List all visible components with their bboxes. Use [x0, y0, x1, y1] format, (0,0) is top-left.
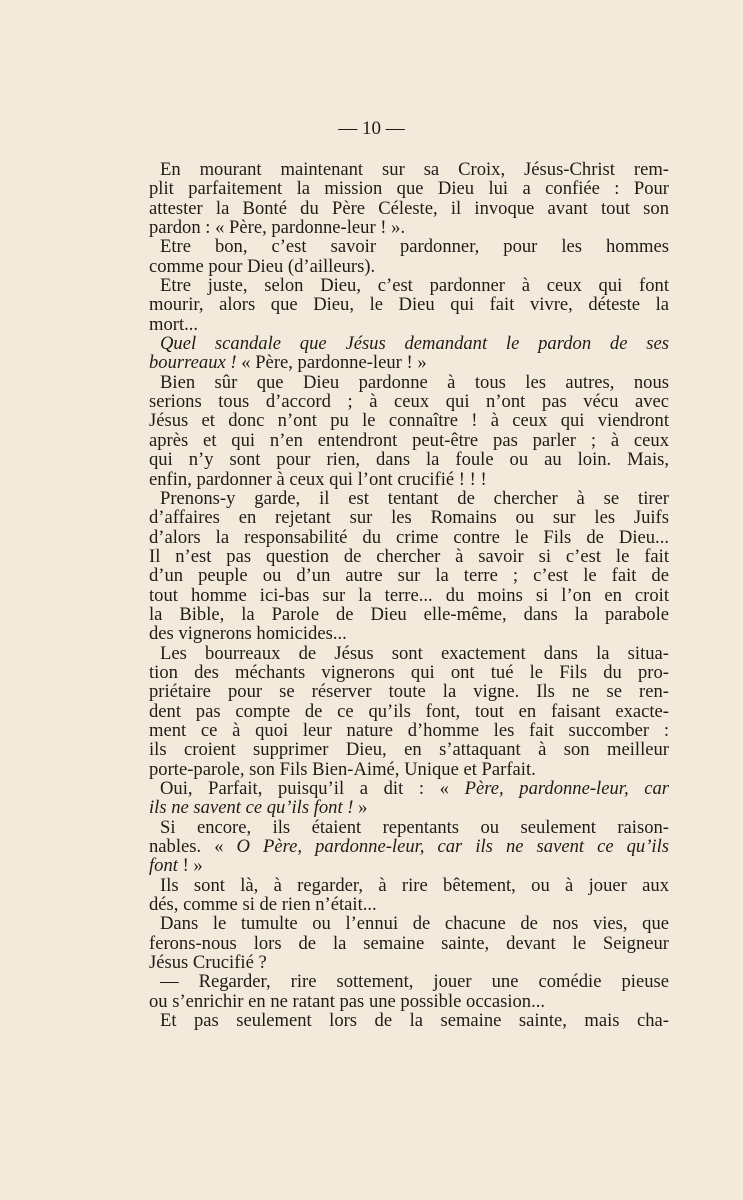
text-line: enfin, pardonner à ceux qui l’ont crucifié ! ! ! — [149, 468, 487, 490]
text-line: tion des méchants vignerons qui ont tué le Fils du pro- — [149, 661, 669, 683]
italic-text: O Père, pardonne-leur, car ils ne savent ce qu’ils — [236, 836, 669, 858]
text-line — [149, 334, 669, 353]
italic-text: bourreaux ! — [149, 352, 237, 374]
text-line: Jésus Crucifié ? — [149, 952, 267, 974]
text-line — [149, 798, 669, 817]
text-line: plit parfaitement la mission que Dieu lui a confiée : Pour — [149, 178, 669, 200]
text-span: nables. « — [149, 836, 237, 858]
text-line: En mourant maintenant sur sa Croix, Jésus-Christ rem- — [160, 159, 669, 180]
text-span: « Père, pardonne-leur ! » — [236, 352, 427, 374]
text-line: Les bourreaux de Jésus sont exactement dans la situa- — [160, 642, 669, 664]
text-line: Bien sûr que Dieu pardonne à tous les autres, nous — [160, 371, 669, 393]
text-line: Ils sont là, à regarder, à rire bêtement, ou à jouer aux — [160, 874, 669, 896]
text-line: porte-parole, son Fils Bien-Aimé, Unique et Parfait. — [149, 758, 536, 780]
text-line: tout homme ici-bas sur la terre... du moins si l’on en croit — [149, 584, 669, 606]
text-line: ment ce à quoi leur nature d’homme les fait succomber : — [149, 719, 669, 741]
text-line — [149, 353, 669, 372]
text-line: priétaire pour se réserver toute la vigne. Ils ne se ren- — [149, 681, 669, 703]
text-line: dent pas compte de ce qu’ils font, tout en faisant exacte- — [149, 700, 669, 722]
text-line: serions tous d’accord ; à ceux qui n’ont pas vécu avec — [149, 391, 669, 413]
text-line: attester la Bonté du Père Céleste, il invoque avant tout son — [149, 197, 669, 219]
text-line: Et pas seulement lors de la semaine sainte, mais cha- — [160, 1010, 669, 1032]
text-line: comme pour Dieu (d’ailleurs). — [149, 255, 376, 277]
text-line: mort... — [149, 313, 199, 335]
text-span: » — [353, 797, 368, 819]
text-span: ! » — [177, 855, 203, 877]
text-line: Jésus et donc n’ont pu le connaître ! à ceux qui viendront — [149, 410, 669, 432]
page-number: — 10 — — [338, 118, 405, 139]
body-text — [149, 160, 669, 1030]
text-line: — Regarder, rire sottement, jouer une comédie pieuse — [160, 971, 669, 993]
italic-text: ils ne savent ce qu’ils font ! — [149, 797, 354, 819]
text-line — [149, 856, 669, 875]
italic-text: font — [149, 855, 178, 877]
text-line: des vignerons homicides... — [149, 623, 347, 645]
text-line: d’un peuple ou d’un autre sur la terre ; c’est le fait de — [149, 565, 669, 587]
text-line: Si encore, ils étaient repentants ou seulement raison- — [160, 816, 669, 838]
text-line: ils croient supprimer Dieu, en s’attaquant à son meilleur — [149, 739, 669, 761]
text-line: Etre juste, selon Dieu, c’est pardonner à ceux qui font — [160, 275, 669, 297]
text-line — [149, 779, 669, 798]
text-line: mourir, alors que Dieu, le Dieu qui fait vivre, déteste la — [149, 294, 669, 316]
text-line — [149, 837, 669, 856]
italic-text: Quel scandale que Jésus demandant le pardon de ses — [160, 333, 669, 355]
text-line: Dans le tumulte ou l’ennui de chacune de nos vies, que — [160, 913, 669, 935]
text-line: après et qui n’en entendront peut-être pas parler ; à ceux — [149, 429, 669, 451]
text-line: dés, comme si de rien n’était... — [149, 894, 377, 916]
text-line: Etre bon, c’est savoir pardonner, pour les hommes — [160, 236, 669, 258]
text-line: d’alors la responsabilité du crime contre le Fils de Dieu... — [149, 526, 669, 548]
text-line: pardon : « Père, pardonne-leur ! ». — [149, 217, 406, 239]
text-line: la Bible, la Parole de Dieu elle-même, dans la parabole — [149, 603, 669, 625]
text-line: Prenons-y garde, il est tentant de chercher à se tirer — [160, 487, 669, 509]
text-line: ou s’enrichir en ne ratant pas une possible occasion... — [149, 990, 546, 1012]
text-line: qui n’y sont pour rien, dans la foule ou au loin. Mais, — [149, 449, 669, 471]
text-line: d’affaires en rejetant sur les Romains ou sur les Juifs — [149, 507, 669, 529]
text-line: ferons-nous lors de la semaine sainte, devant le Seigneur — [149, 932, 669, 954]
text-span: Oui, Parfait, puisqu’il a dit : « — [160, 778, 465, 799]
text-line: Il n’est pas question de chercher à savoir si c’est le fait — [149, 545, 669, 567]
italic-text: Père, pardonne-leur, car — [464, 778, 669, 799]
